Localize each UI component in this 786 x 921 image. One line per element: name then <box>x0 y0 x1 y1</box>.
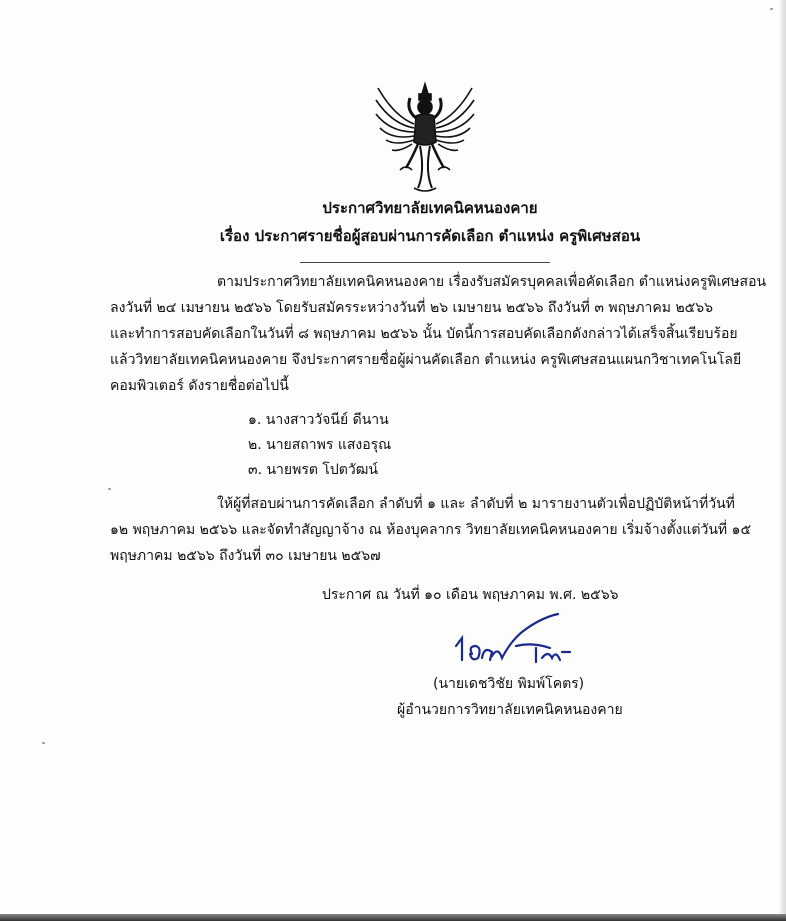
signature-image <box>452 612 592 672</box>
paragraph1-line: ตามประกาศวิทยาลัยเทคนิคหนองคาย เรื่องรับสมัครบุคคลเพื่อคัดเลือก ตำแหน่งครูพิเศษสอน <box>217 274 767 290</box>
scan-bottom-edge <box>0 914 786 921</box>
paragraph2-line: พฤษภาคม ๒๕๖๖ ถึงวันที่ ๓๐ เมษายน ๒๕๖๗ <box>110 548 381 564</box>
scan-speck <box>108 488 111 490</box>
candidate-item: ๒. นายสถาพร แสงอรุณ <box>248 437 392 453</box>
announcement-subject: เรื่อง ประกาศรายชื่อผู้สอบผ่านการคัดเลือก ตำแหน่ง ครูพิเศษสอน <box>219 227 641 245</box>
candidate-item: ๑. นางสาววัจนีย์ ดีนาน <box>248 412 389 428</box>
paragraph1-line: ลงวันที่ ๒๔ เมษายน ๒๕๖๖ โดยรับสมัครระหว่างวันที่ ๒๖ เมษายน ๒๕๖๖ ถึงวันที่ ๓ พฤษภาคม ๒๕๖๖ <box>110 300 714 316</box>
scan-right-edge <box>780 0 786 921</box>
signer-position: ผู้อำนวยการวิทยาลัยเทคนิคหนองคาย <box>397 702 623 718</box>
paragraph2-line: ๑๒ พฤษภาคม ๒๕๖๖ และจัดทำสัญญาจ้าง ณ ห้องบุคลากร วิทยาลัยเทคนิคหนองคาย เริ่มจ้างตั้งแต่วันที่ ๑๕ <box>110 522 752 538</box>
scan-speck <box>770 8 773 10</box>
announcement-title: ประกาศวิทยาลัยเทคนิคหนองคาย <box>322 199 538 217</box>
candidate-item: ๓. นายพรต โปตวัฒน์ <box>248 462 378 478</box>
garuda-emblem-icon <box>370 80 480 195</box>
paragraph2-line: ให้ผู้ที่สอบผ่านการคัดเลือก ลำดับที่ ๑ และ ลำดับที่ ๒ มารายงานตัวเพื่อปฏิบัติหน้าที่วันที่ <box>217 496 735 512</box>
paragraph1-line: คอมพิวเตอร์ ดังรายชื่อต่อไปนี้ <box>110 378 289 394</box>
signer-name: (นายเดชวิชัย พิมพ์โคตร) <box>433 676 585 692</box>
scan-speck <box>42 742 45 744</box>
title-divider <box>300 262 550 263</box>
announce-date: ประกาศ ณ วันที่ ๑๐ เดือน พฤษภาคม พ.ศ. ๒๕๖๖ <box>322 587 619 603</box>
paragraph1-line: และทำการสอบคัดเลือกในวันที่ ๘ พฤษภาคม ๒๕๖๖ นั้น บัดนี้การสอบคัดเลือกดังกล่าวได้เสร็จสิ้นเรียบร้อย <box>110 326 738 342</box>
paragraph1-line: แล้ววิทยาลัยเทคนิคหนองคาย จึงประกาศรายชื่อผู้ผ่านคัดเลือก ตำแหน่ง ครูพิเศษสอนแผนกวิชาเทคโนโลยี <box>110 352 742 368</box>
